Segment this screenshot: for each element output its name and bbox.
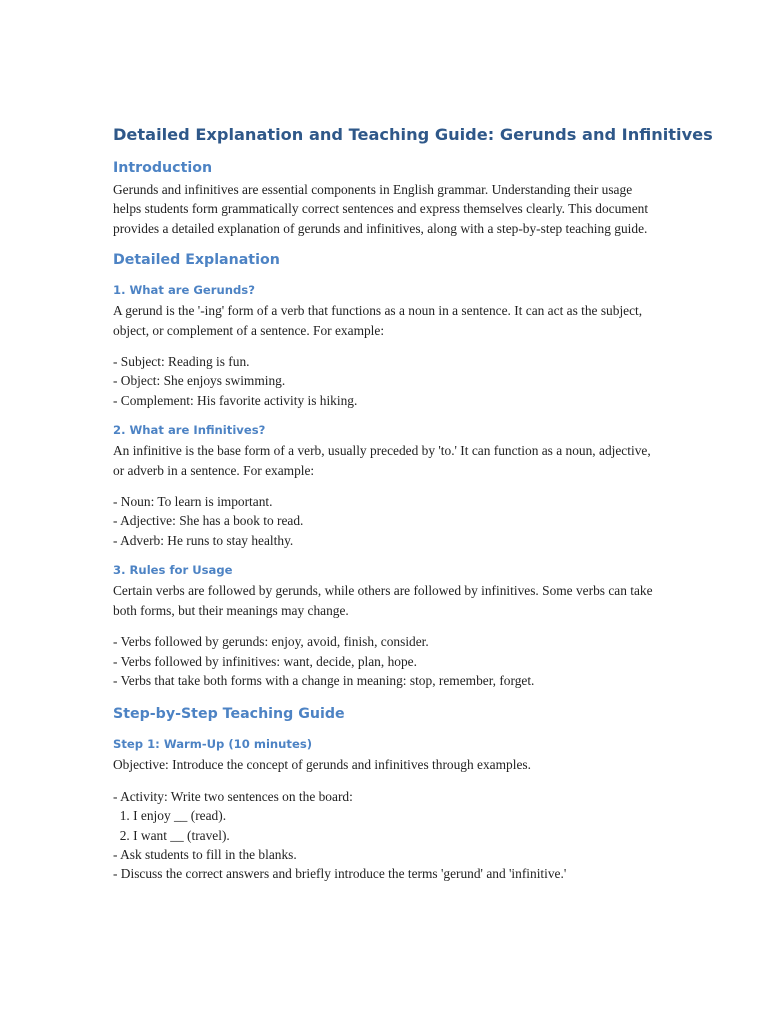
heading-teaching-guide: Step-by-Step Teaching Guide	[113, 706, 345, 723]
infinitives-examples-list	[113, 492, 658, 550]
introduction-paragraph: Gerunds and infinitives are essential components in English grammar. Understanding their usage helps students form grammatically correct sentences and express themselves clearly. This document provides a detailed explanation of gerunds and infinitives, along with a step-by-step teaching guide.	[113, 182, 649, 236]
step1-paragraph: Objective: Introduce the concept of gerunds and infinitives through examples.	[113, 757, 531, 773]
infinitives-paragraph: An infinitive is the base form of a verb, usually preceded by 'to.' It can function as a noun, adjective, or adverb in a sentence. For example:	[113, 443, 651, 478]
list-item: - Object: She enjoys swimming.	[113, 373, 286, 389]
heading-detailed-explanation: Detailed Explanation	[113, 252, 280, 269]
list-item: - Verbs followed by infinitives: want, decide, plan, hope.	[113, 653, 417, 669]
heading-step-1: Step 1: Warm-Up (10 minutes)	[113, 737, 313, 752]
list-item: - Discuss the correct answers and briefly introduce the terms 'gerund' and 'infinitive.'	[113, 866, 567, 882]
heading-infinitives: 2. What are Infinitives?	[113, 423, 266, 438]
list-item: - Activity: Write two sentences on the board:	[113, 788, 353, 804]
step1-activity-list	[113, 787, 658, 884]
list-item: - Verbs followed by gerunds: enjoy, avoid, finish, consider.	[113, 634, 429, 650]
list-item: - Ask students to fill in the blanks.	[113, 846, 297, 862]
list-item: - Verbs that take both forms with a change in meaning: stop, remember, forget.	[113, 672, 535, 688]
list-item: - Adjective: She has a book to read.	[113, 513, 304, 529]
heading-gerunds: 1. What are Gerunds?	[113, 283, 255, 298]
list-item: - Adverb: He runs to stay healthy.	[113, 532, 294, 548]
document-title: Detailed Explanation and Teaching Guide: Gerunds and Infinitives	[113, 125, 713, 144]
rules-paragraph: Certain verbs are followed by gerunds, while others are followed by infinitives. Some verbs can take both forms, but their meanings may change.	[113, 583, 653, 618]
heading-introduction: Introduction	[113, 160, 213, 176]
gerunds-examples-list	[113, 352, 658, 410]
list-item: 1. I enjoy __ (read).	[113, 808, 227, 824]
gerunds-paragraph: A gerund is the '-ing' form of a verb that functions as a noun in a sentence. It can act as the subject, object, or complement of a sentence. For example:	[113, 303, 643, 338]
heading-rules-for-usage: 3. Rules for Usage	[113, 563, 233, 578]
list-item: - Complement: His favorite activity is hiking.	[113, 392, 358, 408]
document-body	[113, 124, 713, 884]
list-item: 2. I want __ (travel).	[113, 827, 230, 843]
list-item: - Noun: To learn is important.	[113, 494, 273, 510]
list-item: - Subject: Reading is fun.	[113, 354, 250, 370]
rules-list	[113, 632, 658, 690]
